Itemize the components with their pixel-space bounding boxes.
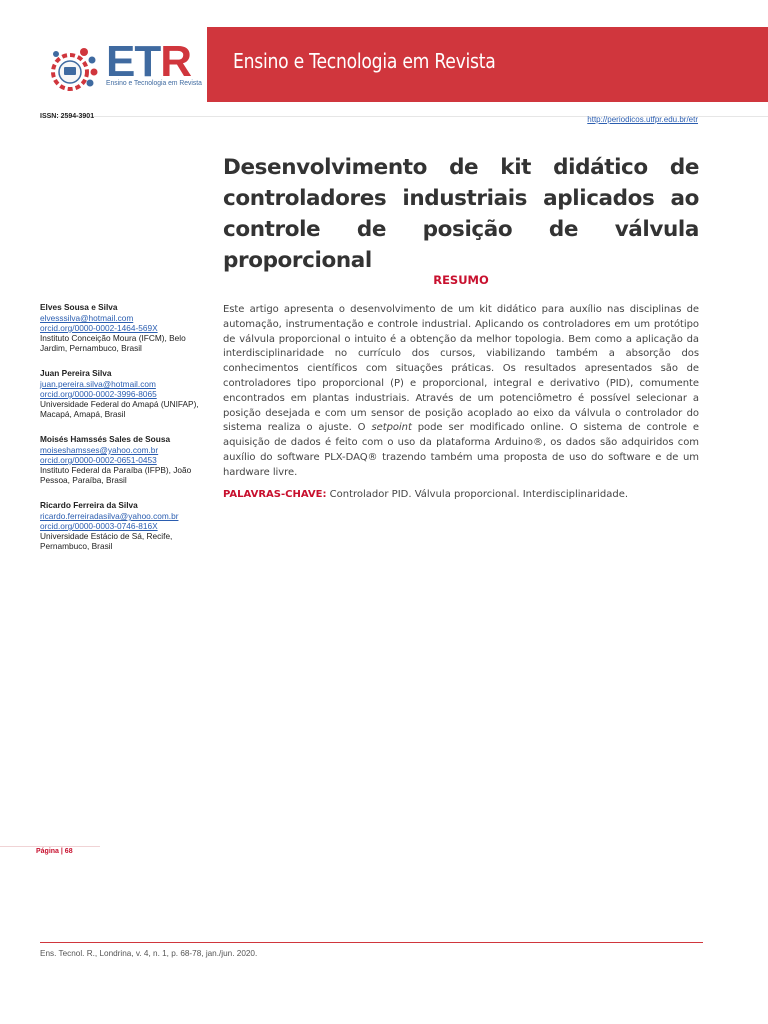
author-affiliation: Universidade Federal do Amapá (UNIFAP), Macapá, Amapá, Brasil bbox=[40, 399, 199, 419]
header-banner bbox=[207, 27, 768, 102]
author-name: Ricardo Ferreira da Silva bbox=[40, 500, 138, 510]
keywords bbox=[223, 489, 699, 500]
abstract-part-1: Este artigo apresenta o desenvolvimento de um kit didático para auxílio nas disciplinas de automação, instrumentação e controle industrial. Aplicando os controladores em um protótipo de válvula proporcional o intuito é a obtenção da melhor topologia. Bem como a aplicação da interdisciplinaridade no currículo dos cursos, viabilizando também a absorção dos conhecimentos científicos com situações práticas. Os resultados apresentados são de controladores tipo proporcional (P) e proporcional, integral e derivativo (PID), comumente encontrados em plantas industriais. Através de um potenciômetro é possível selecionar a posição desejada e com um sensor de posição acoplado ao eixo da válvula o controlador do sistema realiza o ajuste. O bbox=[223, 304, 699, 434]
author-affiliation: Instituto Federal da Paraíba (IFPB), João Pessoa, Paraíba, Brasil bbox=[40, 465, 192, 485]
author-email-link[interactable]: moiseshamsses@yahoo.com.br bbox=[40, 445, 159, 455]
author-list bbox=[40, 302, 200, 566]
logo-letter-r: R bbox=[160, 37, 192, 86]
author-name: Moisés Hamssés Sales de Sousa bbox=[40, 434, 171, 444]
author-email-link[interactable]: ricardo.ferreiradasilva@yahoo.com.br bbox=[40, 511, 179, 521]
author-block bbox=[40, 302, 200, 353]
author-affiliation: Instituto Conceição Moura (IFCM), Belo Jardim, Pernambuco, Brasil bbox=[40, 333, 186, 353]
logo-subtitle: Ensino e Tecnologia em Revista bbox=[106, 78, 202, 87]
keywords-list: Controlador PID. Válvula proporcional. Interdisciplinaridade. bbox=[326, 489, 629, 500]
keywords-label: PALAVRAS-CHAVE: bbox=[223, 489, 327, 500]
author-orcid-link[interactable]: orcid.org/0000-0002-1464-569X bbox=[40, 323, 158, 333]
author-orcid-link[interactable]: orcid.org/0000-0002-3996-8065 bbox=[40, 389, 157, 399]
author-block bbox=[40, 368, 200, 419]
logo-letter-t: T bbox=[134, 37, 161, 86]
footer-divider bbox=[40, 942, 703, 943]
author-email-link[interactable]: juan.pereira.silva@hotmail.com bbox=[40, 379, 156, 389]
author-affiliation: Universidade Estácio de Sá, Recife, Pernambuco, Brasil bbox=[40, 531, 173, 551]
issn-label: ISSN: 2594-3901 bbox=[40, 113, 95, 120]
author-block bbox=[40, 500, 200, 551]
article-title: Desenvolvimento de kit didático de controladores industriais aplicados ao controle de posição de válvula proporcional bbox=[223, 155, 699, 273]
author-name: Juan Pereira Silva bbox=[40, 368, 112, 378]
author-orcid-link[interactable]: orcid.org/0000-0002-0651-0453 bbox=[40, 455, 157, 465]
author-orcid-link[interactable]: orcid.org/0000-0003-0746-816X bbox=[40, 521, 158, 531]
author-block bbox=[40, 434, 200, 485]
page-number-divider bbox=[0, 846, 100, 847]
logo-gear-icon bbox=[48, 42, 108, 92]
abstract-text bbox=[223, 303, 699, 481]
journal-logo bbox=[48, 37, 206, 100]
page-number: Página | 68 bbox=[36, 848, 73, 855]
abstract-italic-term: setpoint bbox=[371, 422, 412, 434]
abstract-part-2: pode ser modificado online. O sistema de controle e aquisição de dados é feito com o uso da plataforma Arduino®, os dados são adquiridos com auxílio do software PLX-DAQ® trazendo também uma proposta de uso do software e de um hardware livre. bbox=[223, 422, 699, 478]
logo-letter-e: E bbox=[106, 37, 135, 86]
author-name: Elves Sousa e Silva bbox=[40, 302, 118, 312]
journal-site-link[interactable]: http://periodicos.utfpr.edu.br/etr bbox=[587, 115, 698, 124]
author-email-link[interactable]: elvesssilva@hotmail.com bbox=[40, 313, 134, 323]
abstract-heading: RESUMO bbox=[433, 273, 489, 287]
journal-title: Ensino e Tecnologia em Revista bbox=[233, 49, 496, 73]
citation-footer: Ens. Tecnol. R., Londrina, v. 4, n. 1, p. 68-78, jan./jun. 2020. bbox=[40, 949, 258, 958]
